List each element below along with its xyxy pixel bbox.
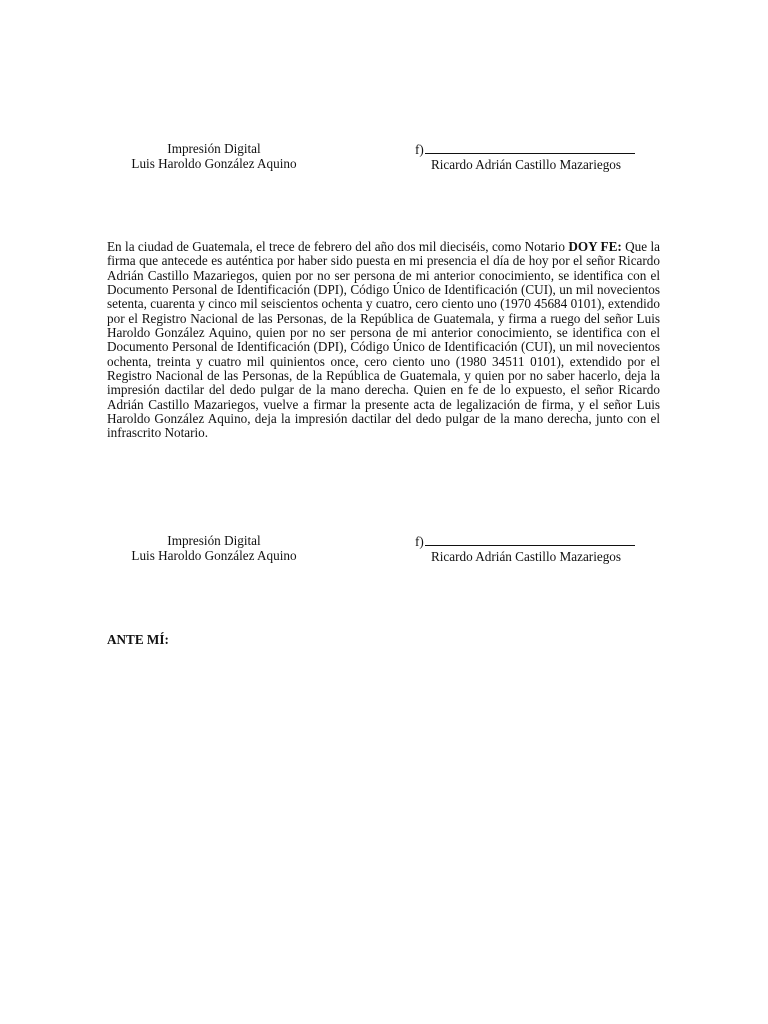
paragraph-lead: En la ciudad de Guatemala, el trece de febrero del año dos mil dieciséis, como Notario (107, 239, 565, 254)
signature-line (410, 533, 642, 549)
fingerprint-label: Impresión Digital (167, 141, 261, 156)
notarial-paragraph (107, 240, 660, 441)
ante-mi-heading: ANTE MÍ: (107, 632, 169, 647)
paragraph-body: Que la firma que antecede es auténtica por haber sido puesta en mi presencia el día de hoy por el señor Ricardo Adrián Castillo Mazariegos, quien por no ser persona de mi anterior conocimiento, se identifica con el Documento Personal de Identificación (DPI), Código Único de Identificación (CUI), un mil novecientos setenta, cuarenta y cinco mil seiscientos ochenta y cuatro, cero ciento uno (1970 45684 0101), extendido por el Registro Nacional de las Personas, de la República de Guatemala, y firma a ruego del señor Luis Haroldo González Aquino, quien por no ser persona de mi anterior conocimiento, se identifica con el Documento Personal de Identificación (DPI), Código Único de Identificación (CUI), un mil novecientos ochenta, treinta y cuatro mil quinientos once, cero ciento uno (1980 34511 0101), extendido por el Registro Nacional de las Personas, de la República de Guatemala, y quien por no saber hacerlo, deja la impresión dactilar del dedo pulgar de la mano derecha. Quien en fe de lo expuesto, el señor Ricardo Adrián Castillo Mazariegos, vuelve a firmar la presente acta de legalización de firma, y el señor Luis Haroldo González Aquino, deja la impresión dactilar del dedo pulgar de la mano derecha, junto con el infrascrito Notario. (107, 239, 661, 441)
fingerprint-signature-left (108, 141, 320, 171)
signer-name-right: Ricardo Adrián Castillo Mazariegos (430, 549, 622, 564)
signature-underline (425, 533, 635, 546)
fingerprint-label: Impresión Digital (167, 533, 261, 548)
signature-right (410, 533, 642, 564)
fingerprint-signature-left (108, 533, 320, 563)
signature-right (410, 141, 642, 172)
doy-fe-label: DOY FE: (568, 239, 622, 254)
signer-name-right: Ricardo Adrián Castillo Mazariegos (430, 157, 622, 172)
signature-line (410, 141, 642, 157)
signature-underline (425, 141, 635, 154)
signature-prefix: f) (415, 534, 424, 549)
signer-name-left: Luis Haroldo González Aquino (131, 156, 297, 171)
signature-prefix: f) (415, 142, 424, 157)
signer-name-left: Luis Haroldo González Aquino (131, 548, 297, 563)
